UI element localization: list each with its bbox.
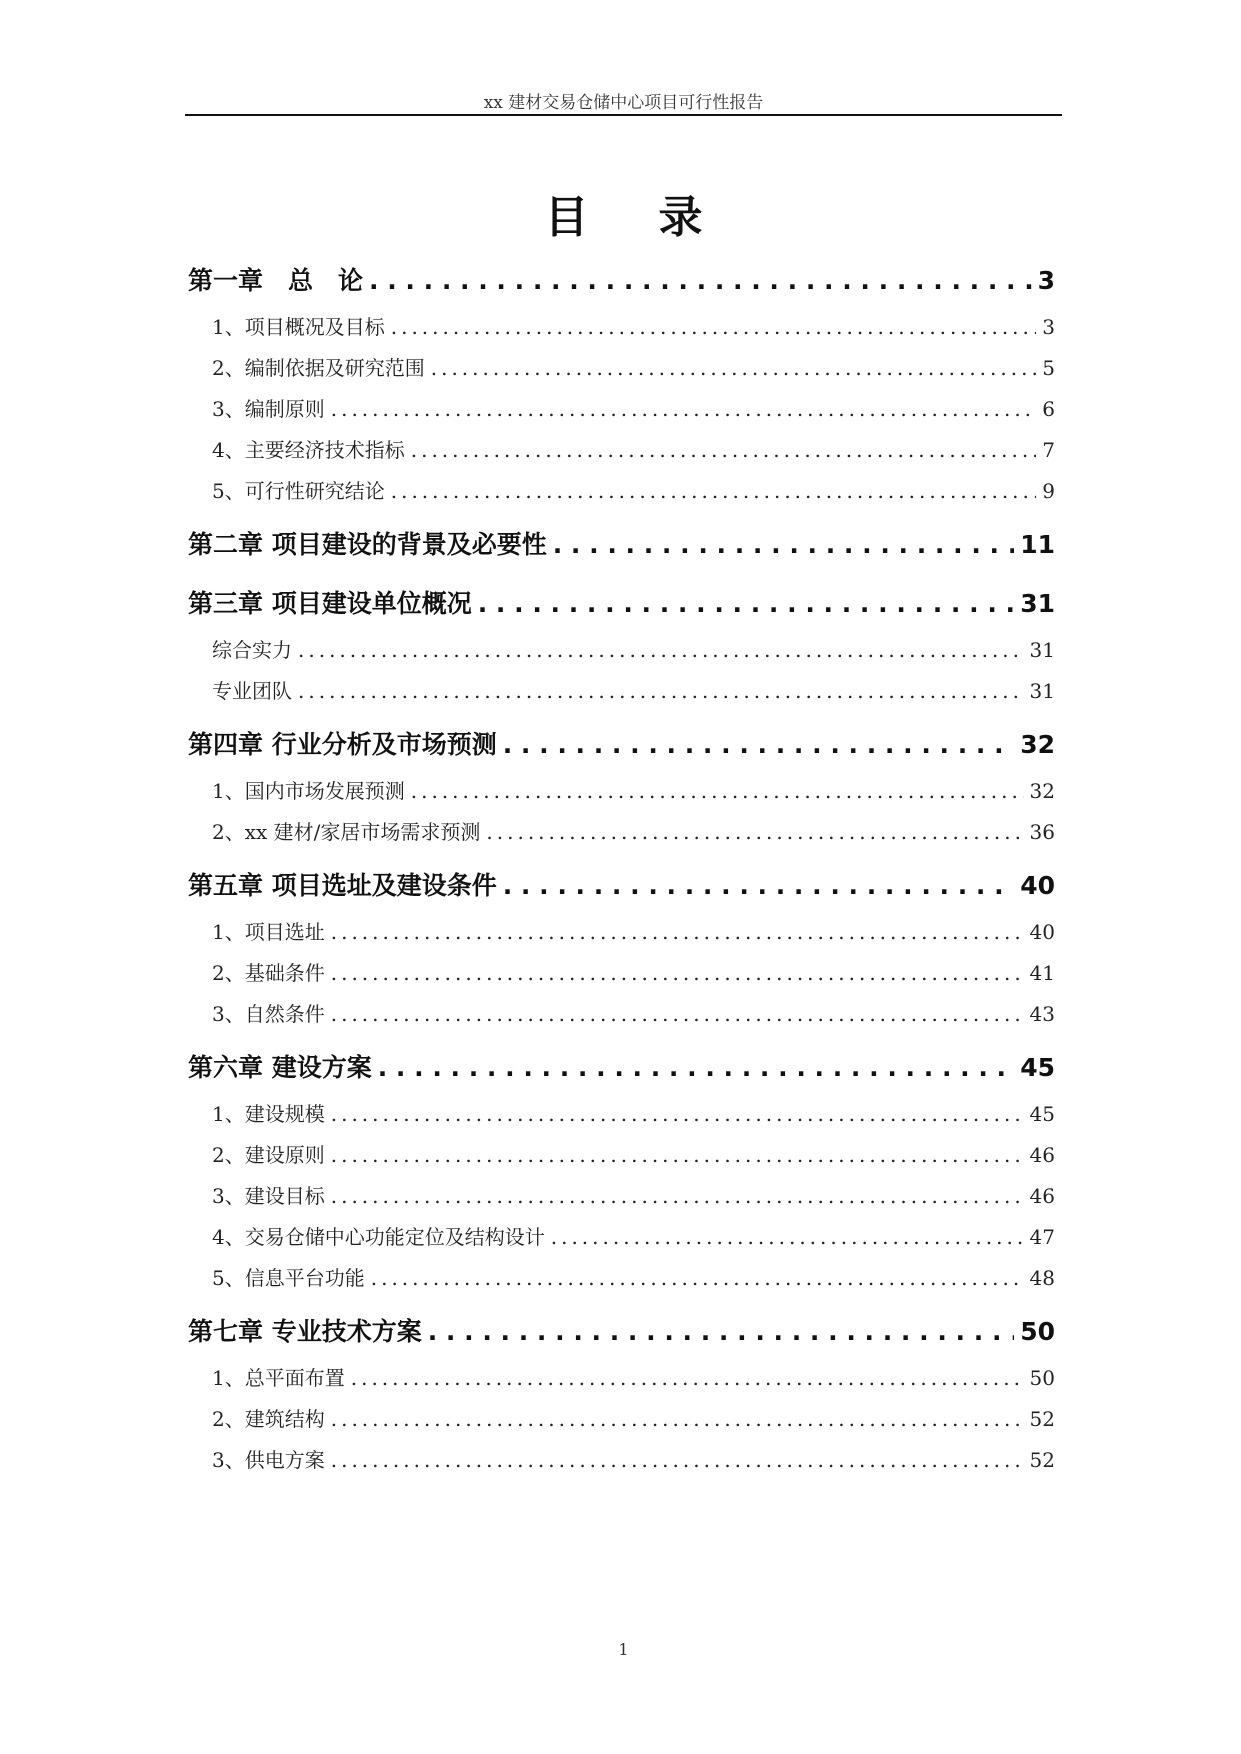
toc-section-entry[interactable] — [188, 812, 1055, 853]
toc-section-entry[interactable] — [188, 1399, 1055, 1440]
page-number: 1 — [618, 1640, 629, 1659]
dot-leader — [503, 859, 1014, 912]
dot-leader — [298, 630, 1024, 671]
toc-chapter-entry[interactable] — [188, 1041, 1055, 1094]
toc-section-entry[interactable] — [188, 1135, 1055, 1176]
toc-entry-label: 1、项目概况及目标 — [212, 315, 385, 339]
toc-entry-page-number: 50 — [1029, 1366, 1055, 1390]
toc-entry-page-number: 31 — [1029, 679, 1055, 703]
toc-entry-label: 综合实力 — [212, 638, 292, 662]
toc-section-entry[interactable] — [188, 630, 1055, 671]
table-of-contents — [188, 254, 1055, 1481]
dot-leader — [331, 1176, 1024, 1217]
toc-entry-page-number: 32 — [1020, 730, 1055, 759]
toc-section-entry[interactable] — [188, 1217, 1055, 1258]
dot-leader — [553, 518, 1014, 571]
toc-section-entry[interactable] — [188, 389, 1055, 430]
toc-chapter-entry[interactable] — [188, 859, 1055, 912]
toc-entry-label: 第二章 项目建设的背景及必要性 — [188, 530, 547, 559]
toc-section-entry[interactable] — [188, 471, 1055, 512]
dot-leader — [551, 1217, 1024, 1258]
toc-section-entry[interactable] — [188, 1094, 1055, 1135]
header-divider — [185, 114, 1062, 116]
dot-leader — [331, 1440, 1024, 1481]
dot-leader — [331, 912, 1024, 953]
dot-leader — [391, 307, 1037, 348]
dot-leader — [486, 812, 1023, 853]
toc-entry-page-number: 9 — [1042, 479, 1055, 503]
toc-section-entry[interactable] — [188, 1440, 1055, 1481]
toc-entry-label: 专业团队 — [212, 679, 292, 703]
toc-entry-label: 第五章 项目选址及建设条件 — [188, 871, 497, 900]
dot-leader — [351, 1358, 1024, 1399]
toc-section-entry[interactable] — [188, 430, 1055, 471]
toc-entry-page-number: 46 — [1029, 1143, 1055, 1167]
toc-chapter-entry[interactable] — [188, 1305, 1055, 1358]
dot-leader — [298, 671, 1024, 712]
toc-entry-label: 2、编制依据及研究范围 — [212, 356, 425, 380]
toc-entry-label: 5、可行性研究结论 — [212, 479, 385, 503]
dot-leader — [331, 953, 1024, 994]
toc-entry-label: 1、总平面布置 — [212, 1366, 345, 1390]
toc-chapter-entry[interactable] — [188, 577, 1055, 630]
toc-entry-page-number: 5 — [1042, 356, 1055, 380]
toc-entry-page-number: 45 — [1029, 1102, 1055, 1126]
toc-chapter-entry[interactable] — [188, 718, 1055, 771]
toc-section-entry[interactable] — [188, 912, 1055, 953]
toc-entry-page-number: 36 — [1029, 820, 1055, 844]
toc-entry-page-number: 3 — [1037, 266, 1055, 295]
toc-section-entry[interactable] — [188, 1176, 1055, 1217]
toc-entry-label: 5、信息平台功能 — [212, 1266, 365, 1290]
toc-chapter-entry[interactable] — [188, 518, 1055, 571]
toc-entry-page-number: 40 — [1020, 871, 1055, 900]
toc-section-entry[interactable] — [188, 771, 1055, 812]
toc-entry-label: 2、xx 建材/家居市场需求预测 — [212, 820, 481, 844]
dot-leader — [331, 1094, 1024, 1135]
toc-entry-label: 第七章 专业技术方案 — [188, 1317, 422, 1346]
toc-entry-page-number: 41 — [1029, 961, 1055, 985]
toc-section-entry[interactable] — [188, 1258, 1055, 1299]
toc-section-entry[interactable] — [188, 307, 1055, 348]
toc-entry-label: 第一章 总 论 — [188, 266, 364, 295]
toc-entry-page-number: 31 — [1020, 589, 1055, 618]
toc-entry-page-number: 48 — [1029, 1266, 1055, 1290]
toc-entry-label: 4、主要经济技术指标 — [212, 438, 405, 462]
toc-entry-page-number: 11 — [1020, 530, 1055, 559]
dot-leader — [331, 389, 1037, 430]
toc-entry-label: 1、国内市场发展预测 — [212, 779, 405, 803]
toc-entry-page-number: 47 — [1029, 1225, 1055, 1249]
toc-entry-label: 3、供电方案 — [212, 1448, 325, 1472]
dot-leader — [369, 254, 1032, 307]
dot-leader — [391, 471, 1037, 512]
toc-entry-label: 3、建设目标 — [212, 1184, 325, 1208]
toc-entry-label: 4、交易仓储中心功能定位及结构设计 — [212, 1225, 545, 1249]
toc-entry-page-number: 7 — [1042, 438, 1055, 462]
page-title: 目录 — [544, 192, 773, 243]
toc-entry-label: 2、建筑结构 — [212, 1407, 325, 1431]
toc-section-entry[interactable] — [188, 1358, 1055, 1399]
toc-entry-label: 3、编制原则 — [212, 397, 325, 421]
toc-section-entry[interactable] — [188, 671, 1055, 712]
dot-leader — [431, 348, 1037, 389]
toc-entry-label: 第三章 项目建设单位概况 — [188, 589, 472, 618]
dot-leader — [428, 1305, 1014, 1358]
running-header: xx 建材交易仓储中心项目可行性报告 — [483, 93, 764, 113]
toc-entry-page-number: 52 — [1029, 1407, 1055, 1431]
toc-entry-label: 第六章 建设方案 — [188, 1053, 372, 1082]
toc-section-entry[interactable] — [188, 348, 1055, 389]
toc-chapter-entry[interactable] — [188, 254, 1055, 307]
dot-leader — [411, 430, 1037, 471]
toc-entry-label: 2、基础条件 — [212, 961, 325, 985]
toc-entry-page-number: 32 — [1029, 779, 1055, 803]
toc-entry-page-number: 50 — [1020, 1317, 1055, 1346]
toc-entry-page-number: 31 — [1029, 638, 1055, 662]
dot-leader — [411, 771, 1024, 812]
toc-entry-page-number: 40 — [1029, 920, 1055, 944]
toc-entry-page-number: 3 — [1042, 315, 1055, 339]
toc-section-entry[interactable] — [188, 994, 1055, 1035]
toc-entry-label: 2、建设原则 — [212, 1143, 325, 1167]
dot-leader — [371, 1258, 1024, 1299]
toc-entry-label: 1、建设规模 — [212, 1102, 325, 1126]
toc-entry-page-number: 43 — [1029, 1002, 1055, 1026]
dot-leader — [378, 1041, 1014, 1094]
dot-leader — [331, 994, 1024, 1035]
toc-section-entry[interactable] — [188, 953, 1055, 994]
dot-leader — [503, 718, 1014, 771]
toc-entry-page-number: 46 — [1029, 1184, 1055, 1208]
toc-entry-page-number: 45 — [1020, 1053, 1055, 1082]
toc-entry-page-number: 6 — [1042, 397, 1055, 421]
dot-leader — [331, 1135, 1024, 1176]
toc-entry-page-number: 52 — [1029, 1448, 1055, 1472]
dot-leader — [331, 1399, 1024, 1440]
dot-leader — [478, 577, 1014, 630]
toc-entry-label: 3、自然条件 — [212, 1002, 325, 1026]
toc-entry-label: 1、项目选址 — [212, 920, 325, 944]
toc-entry-label: 第四章 行业分析及市场预测 — [188, 730, 497, 759]
